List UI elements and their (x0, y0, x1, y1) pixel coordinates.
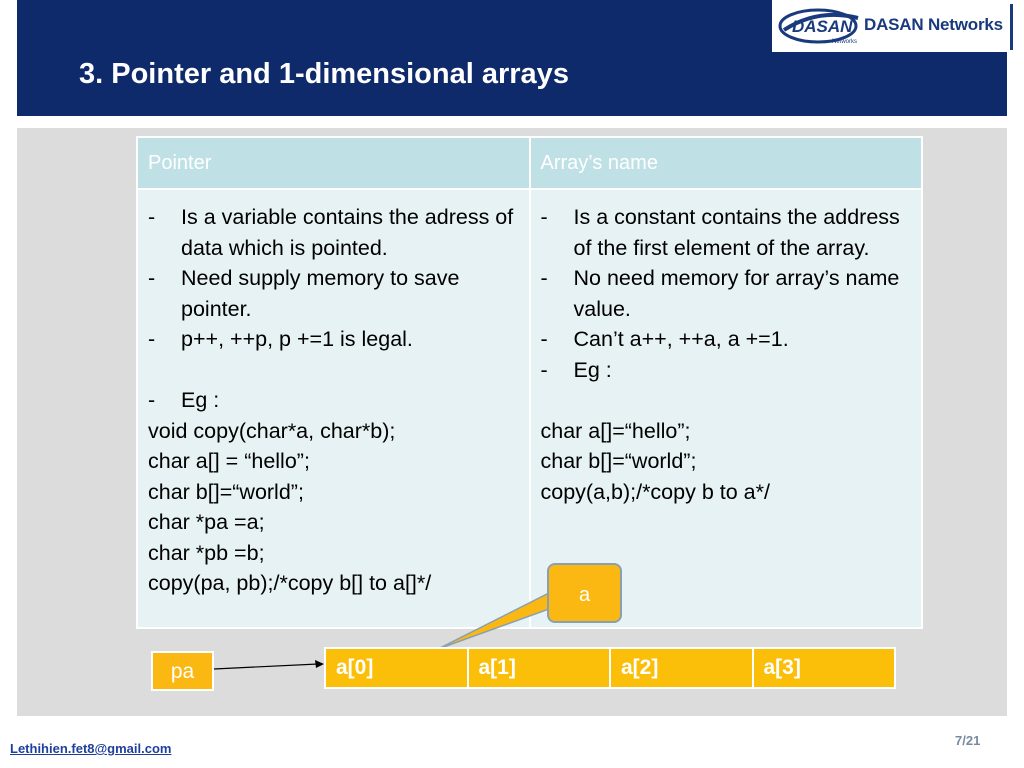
array-bullet-4: - Eg : (540, 357, 612, 382)
code-line: char a[] = “hello”; (148, 449, 310, 473)
pointer-bullet-1: - Is a variable contains the adress of data which is pointed. (148, 205, 514, 260)
callout-pointer-icon (430, 585, 560, 655)
company-logo (772, 0, 1024, 52)
code-line: copy(pa, pb);/*copy b[] to a[]*/ (148, 571, 432, 595)
code-line: void copy(char*a, char*b); (148, 418, 396, 443)
header-pointer: Pointer (137, 137, 530, 189)
slide-title: 3. Pointer and 1-dimensional arrays (79, 58, 569, 90)
array-bullet-3: - Can’t a++, ++a, a +=1. (540, 327, 789, 351)
author-email-link[interactable]: Lethihien.fet8@gmail.com (10, 741, 172, 756)
code-line: char b[]=“world”; (540, 449, 697, 473)
array-bullet-1: - Is a constant contains the address of the first element of the array. (540, 205, 900, 260)
code-line: char b[]=“world”; (148, 479, 304, 504)
logo-divider (1010, 4, 1013, 50)
array-bullet-2: - No need memory for array’s name value. (540, 266, 900, 321)
code-line: copy(a,b);/*copy b to a*/ (540, 479, 770, 504)
comparison-table (136, 136, 923, 629)
company-name: DASAN Networks (864, 15, 1003, 34)
code-line: char *pb =b; (148, 540, 265, 565)
logo-mark-text: DASAN (792, 17, 853, 36)
array-cell-2: a[2] (611, 649, 754, 687)
logo-mark-subtext: Networks (832, 39, 858, 45)
dasan-logo-icon (778, 6, 862, 46)
code-line: char a[]=“hello”; (540, 418, 691, 443)
header-array-name: Array’s name (530, 137, 923, 189)
table-header-row (137, 137, 922, 189)
table-row (137, 189, 922, 628)
pointer-cell (137, 189, 530, 628)
pointer-bullet-3: - p++, ++p, p +=1 is legal. (148, 327, 413, 351)
array-cell-1: a[1] (469, 649, 612, 687)
header-bar (17, 0, 1007, 116)
code-line: char *pa =a; (148, 510, 265, 534)
array-diagram (324, 647, 896, 689)
callout-array-name: a (547, 563, 622, 623)
array-cell-0: a[0] (326, 649, 469, 687)
pointer-pa-box: pa (151, 651, 214, 691)
page-number: 7/21 (955, 733, 981, 748)
arrow-right-icon (214, 658, 326, 674)
pointer-bullet-2: - Need supply memory to save pointer. (148, 266, 460, 321)
pointer-eg-bullet: - Eg : (148, 388, 220, 412)
array-cell-3: a[3] (754, 649, 895, 687)
